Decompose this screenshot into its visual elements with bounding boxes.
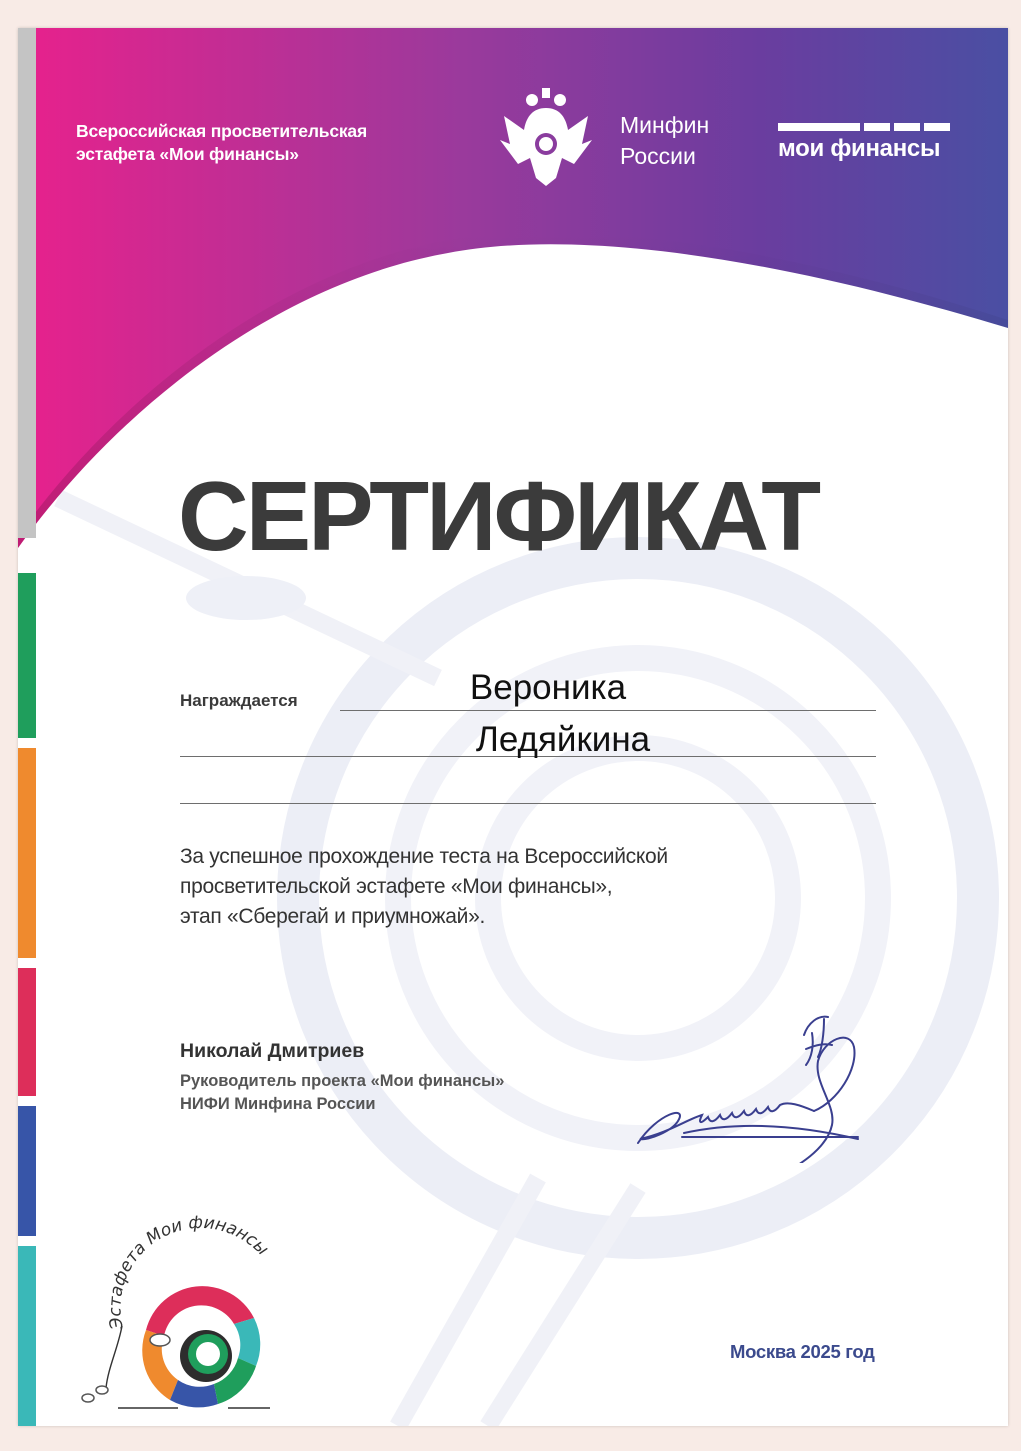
certificate-sheet: [18, 28, 1008, 1426]
certificate-title: СЕРТИФИКАТ: [178, 461, 819, 571]
recipient-line-3-rule: [180, 803, 876, 804]
signer-role: [180, 1070, 504, 1116]
signer-role-line-2: НИФИ Минфина России: [180, 1095, 376, 1113]
award-reason-line-1: За успешное прохождение теста на Всероссийской: [180, 845, 668, 868]
brand-wordmark: мои финансы: [778, 135, 941, 162]
relay-logo-icon: [48, 1198, 288, 1413]
signer-role-line-1: Руководитель проекта «Мои финансы»: [180, 1072, 505, 1090]
recipient-first-name: Вероника: [469, 668, 627, 707]
place-and-year: Москва 2025 год: [730, 1341, 875, 1362]
award-label: Награждается: [180, 691, 298, 710]
award-reason-line-2: просветительской эстафете «Мои финансы»,: [180, 875, 613, 898]
award-reason: [180, 842, 820, 932]
ministry-name: [620, 110, 709, 172]
russian-eagle-emblem-icon: [496, 86, 596, 192]
logo-arc-text: Эстафета Мои финансы: [105, 1212, 273, 1331]
signer-name: Николай Дмитриев: [180, 1040, 365, 1062]
ministry-name-line-1: Минфин: [620, 112, 710, 138]
relay-title-line-1: Всероссийская просветительская: [76, 121, 367, 141]
signature-image: [618, 993, 898, 1163]
relay-title: [76, 120, 456, 166]
brand-bar: [778, 123, 950, 131]
recipient-line-1-rule: [340, 710, 876, 711]
ministry-name-line-2: России: [620, 143, 696, 169]
recipient-last-name: Ледяйкина: [475, 720, 651, 759]
relay-title-line-2: эстафета «Мои финансы»: [76, 144, 299, 164]
award-reason-line-3: этап «Сберегай и приумножай».: [180, 905, 485, 928]
